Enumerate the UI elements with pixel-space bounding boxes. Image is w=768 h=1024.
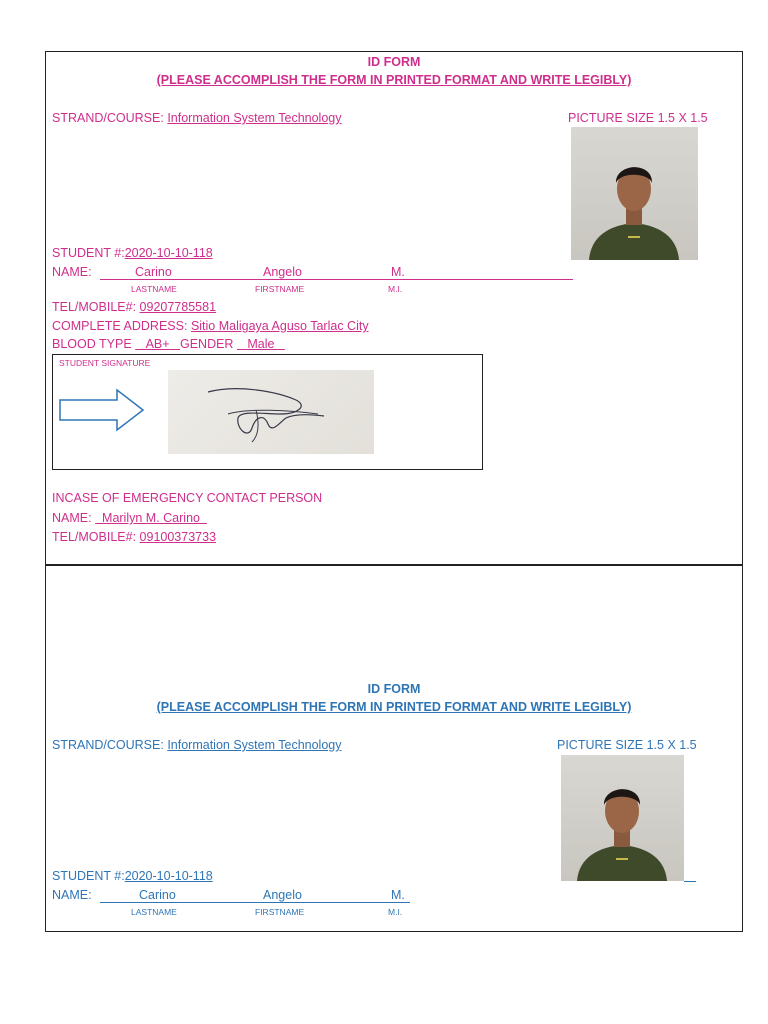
strand-course-label: STRAND/COURSE:	[52, 738, 164, 752]
signature-image	[168, 370, 374, 454]
picture-size-label: PICTURE SIZE 1.5 X 1.5	[568, 111, 708, 125]
student-number-value[interactable]: 2020-10-10-118	[124, 246, 213, 260]
mi-value[interactable]: M.	[391, 888, 405, 902]
mi-caption: M.I.	[388, 284, 403, 294]
photo-underline	[684, 881, 696, 882]
name-label: NAME:	[52, 265, 92, 279]
tel-label: TEL/MOBILE#:	[52, 300, 137, 314]
strand-course-row	[52, 111, 341, 126]
emergency-tel-row	[52, 530, 216, 545]
strand-course-value[interactable]: Information System Technology	[167, 738, 342, 752]
student-number-row	[52, 869, 213, 884]
emergency-tel-value[interactable]: 09100373733	[139, 530, 217, 544]
student-number-value[interactable]: 2020-10-10-118	[124, 869, 213, 883]
lastname-value[interactable]: Carino	[135, 265, 172, 279]
firstname-caption: FIRSTNAME	[255, 907, 305, 917]
firstname-caption: FIRSTNAME	[255, 284, 305, 294]
tel-row	[52, 300, 216, 315]
mi-caption: M.I.	[388, 907, 403, 917]
student-photo	[571, 127, 698, 260]
emergency-name-label: NAME:	[52, 511, 92, 525]
arrow-right-icon	[59, 388, 145, 432]
strand-course-value[interactable]: Information System Technology	[167, 111, 342, 125]
tel-value[interactable]: 09207785581	[139, 300, 217, 314]
student-photo	[561, 755, 684, 881]
blood-type-label: BLOOD TYPE	[52, 337, 132, 351]
form-title: ID FORM	[367, 682, 421, 696]
emergency-name-value[interactable]: Marilyn M. Carino	[102, 511, 200, 525]
emergency-tel-label: TEL/MOBILE#:	[52, 530, 137, 544]
signature-box	[52, 354, 483, 470]
student-number-label: STUDENT #:	[52, 869, 125, 883]
lastname-caption: LASTNAME	[131, 907, 177, 917]
address-label: COMPLETE ADDRESS:	[52, 319, 188, 333]
strand-course-row	[52, 738, 341, 753]
picture-size-label: PICTURE SIZE 1.5 X 1.5	[557, 738, 697, 752]
name-label: NAME:	[52, 888, 92, 902]
id-form-2	[45, 564, 743, 932]
form-instructions: (PLEASE ACCOMPLISH THE FORM IN PRINTED FORMAT AND WRITE LEGIBLY)	[156, 700, 632, 714]
emergency-heading: INCASE OF EMERGENCY CONTACT PERSON	[52, 491, 323, 505]
student-number-label: STUDENT #:	[52, 246, 125, 260]
student-photo-figure	[561, 755, 684, 881]
strand-course-label: STRAND/COURSE:	[52, 111, 164, 125]
firstname-value[interactable]: Angelo	[263, 888, 302, 902]
form-title: ID FORM	[367, 55, 421, 69]
gender-value[interactable]: Male	[247, 337, 275, 351]
id-form-1	[45, 51, 743, 566]
gender-label: GENDER	[179, 337, 234, 351]
mi-value[interactable]: M.	[391, 265, 405, 279]
lastname-caption: LASTNAME	[131, 284, 177, 294]
student-photo-figure	[571, 127, 698, 260]
blood-gender-row	[52, 337, 285, 352]
emergency-name-row	[52, 511, 207, 526]
firstname-value[interactable]: Angelo	[263, 265, 302, 279]
signature-label: STUDENT SIGNATURE	[59, 358, 151, 368]
form-instructions: (PLEASE ACCOMPLISH THE FORM IN PRINTED FORMAT AND WRITE LEGIBLY)	[156, 73, 632, 87]
lastname-value[interactable]: Carino	[139, 888, 176, 902]
address-row	[52, 319, 369, 334]
signature-scribble	[168, 370, 374, 454]
student-number-row	[52, 246, 213, 261]
blood-type-value[interactable]: AB+	[145, 337, 170, 351]
address-value[interactable]: Sitio Maligaya Aguso Tarlac City	[190, 319, 369, 333]
